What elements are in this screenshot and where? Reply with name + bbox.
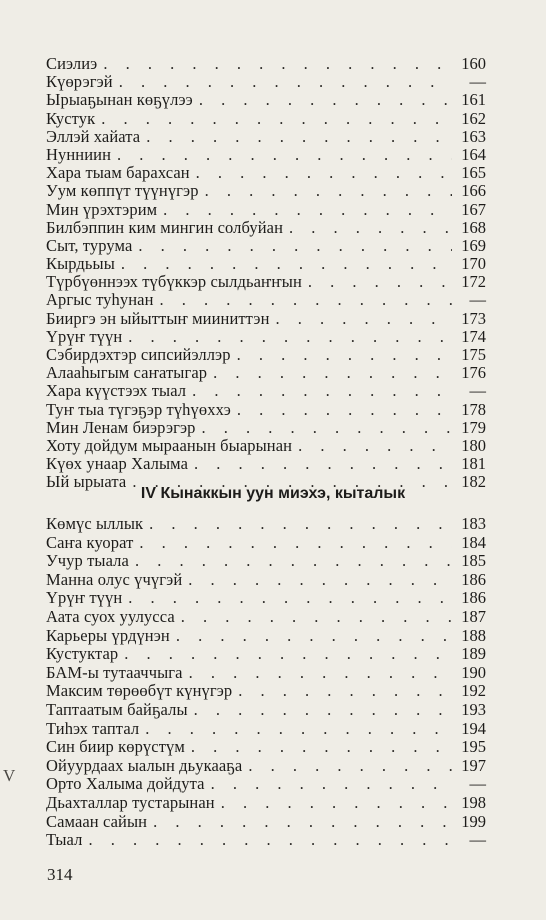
toc-entry-title: Хоту дойдум мыраанын быарынан [46, 435, 293, 455]
toc-entry-page: 199 [461, 811, 486, 831]
dot-leader [128, 589, 452, 608]
toc-entry [46, 419, 486, 437]
dot-leader [194, 455, 452, 473]
toc-entry-title: Үрүҥ түүн [46, 588, 123, 608]
toc-entry-page: 180 [461, 435, 486, 455]
toc-entry-page: 160 [461, 54, 486, 73]
toc-entry-title: Мин Ленам биэрэгэр [46, 417, 196, 437]
toc-entry-title: Манна олус үчүгэй [46, 569, 183, 589]
toc-entry-title: Түрбүөннээх түбүккэр сылдьаҥҥын [46, 272, 302, 292]
section-heading: IV Кынаккын уун миэхэ, кыталык [140, 485, 406, 502]
dot-leader [194, 701, 452, 720]
toc-entry-title: Күөх унаар Халыма [46, 454, 189, 474]
dot-leader [139, 534, 452, 553]
toc-entry-page: — [469, 830, 486, 850]
dot-leader [146, 128, 452, 146]
toc-entry [46, 219, 486, 237]
toc-entry-page: 184 [461, 532, 486, 552]
margin-mark: V [3, 766, 16, 785]
toc-entry-page: 188 [461, 625, 486, 645]
dot-leader [276, 310, 452, 328]
toc-entry-title: Кустук [46, 108, 96, 128]
toc-entry [46, 720, 486, 739]
toc-entry-title: Сыт, турума [46, 235, 133, 255]
dot-leader [88, 831, 452, 850]
dot-leader [117, 146, 452, 164]
toc-entry-page: 187 [461, 606, 486, 626]
toc-entry-title: Сэбирдэхтэр сипсийэллэр [46, 345, 231, 364]
toc-entry [46, 682, 486, 701]
toc-entry-page: 172 [461, 272, 486, 292]
dot-leader [145, 720, 452, 739]
toc-entry [46, 552, 486, 571]
toc-entry-page: 169 [461, 235, 486, 255]
dot-leader [138, 237, 452, 255]
toc-entry-title: Ойуурдаах ыалын дьукааҕа [46, 755, 243, 775]
toc-entry-page: 164 [461, 144, 486, 164]
toc-entry [46, 831, 486, 850]
toc-entry [46, 310, 486, 328]
toc-entry [46, 455, 486, 473]
toc-entry-title: Тыал [46, 830, 83, 850]
toc-entry [46, 589, 486, 608]
toc-entry-page: 189 [461, 644, 486, 664]
toc-entry-page: — [469, 72, 486, 92]
dot-leader [221, 794, 452, 813]
toc-entry [46, 608, 486, 627]
toc-entry-page: 185 [461, 551, 486, 571]
toc-entry-title: Ый ырыата [46, 472, 127, 492]
toc-entry [46, 346, 486, 364]
toc-entry-title: Кырдьыы [46, 254, 115, 274]
toc-entry-page: 186 [461, 569, 486, 589]
dot-leader [248, 757, 452, 776]
toc-entry-page: 192 [461, 681, 486, 701]
dot-leader [160, 291, 453, 309]
toc-entry-page: 168 [461, 217, 486, 237]
dot-leader [237, 346, 452, 364]
toc-entry-page: 173 [461, 308, 486, 328]
toc-entry [46, 237, 486, 255]
toc-entry-page: 181 [461, 454, 486, 474]
toc-entry-page: 167 [461, 199, 486, 219]
dot-leader [121, 255, 452, 273]
toc-entry [46, 645, 486, 664]
toc-entry [46, 813, 486, 832]
toc-entry [46, 401, 486, 419]
toc-entry [46, 364, 486, 382]
toc-entry-page: — [469, 290, 486, 310]
toc-entry-page: 166 [461, 181, 486, 201]
toc-entry [46, 701, 486, 720]
toc-entry-page: 194 [461, 718, 486, 738]
toc-entry-title: Карьеры үрдүнэн [46, 625, 170, 645]
dot-leader [149, 515, 452, 534]
toc-entry [46, 201, 486, 219]
dot-leader [101, 110, 452, 128]
toc-entry-title: Син биир көрүстүм [46, 737, 185, 757]
toc-entry-title: Тиһэх таптал [46, 718, 140, 738]
dot-leader [289, 219, 452, 237]
toc-entry-page: 178 [461, 399, 486, 419]
toc-entry-page: 193 [461, 699, 486, 719]
toc-entry-title: Аргыс туһунан [46, 290, 154, 310]
dot-leader [213, 364, 452, 382]
toc-entry-title: Көмүс ыллык [46, 514, 144, 533]
toc-entry [46, 110, 486, 128]
toc-entry-page: 195 [461, 737, 486, 757]
toc-entry-title: Эллэй хайата [46, 126, 141, 146]
toc-entry [46, 382, 486, 400]
dot-leader [205, 182, 452, 200]
dot-leader [237, 401, 452, 419]
toc-entry-page: 175 [461, 345, 486, 364]
dot-leader [192, 382, 452, 400]
dot-leader [238, 682, 452, 701]
toc-entry [46, 775, 486, 794]
toc-entry-title: Аата суох уулусса [46, 606, 175, 626]
toc-entry-title: Максим төрөөбүт күнүгэр [46, 681, 233, 701]
toc-entry [46, 757, 486, 776]
dot-leader [119, 73, 452, 91]
toc-entry [46, 182, 486, 200]
toc-entry-title: Мин үрэхтэрим [46, 199, 158, 219]
toc-entry [46, 146, 486, 164]
toc-entry-page: 182 [461, 472, 486, 492]
toc-entry [46, 55, 486, 73]
toc-entry-title: Орто Халыма дойдута [46, 774, 205, 794]
toc-entry-page: 174 [461, 326, 486, 346]
dot-leader [188, 571, 452, 590]
toc-entry-title: Бииргэ эн ыйыттыҥ мииниттэн [46, 308, 270, 328]
dot-leader [298, 437, 452, 455]
toc-entry-title: Ырыаҕынан көҕүлээ [46, 90, 193, 110]
toc-entry [46, 91, 486, 109]
toc-entry-title: Күөрэгэй [46, 72, 113, 92]
toc-entry-title: БАМ-ы тутааччыга [46, 662, 183, 682]
toc-entry-page: 179 [461, 417, 486, 437]
toc-entry [46, 571, 486, 590]
toc-entry [46, 534, 486, 553]
dot-leader [135, 552, 452, 571]
dot-leader [211, 775, 452, 794]
toc-entry-title: Хара тыам барахсан [46, 163, 190, 183]
toc-entry-title: Дьахталлар тустарынан [46, 792, 215, 812]
toc-entry [46, 738, 486, 757]
toc-entry [46, 515, 486, 534]
dot-leader [176, 627, 452, 646]
toc-entry [46, 291, 486, 309]
toc-entry-page: — [469, 381, 486, 401]
toc-entry [46, 73, 486, 91]
toc-entry-title: Саҥа куорат [46, 532, 134, 552]
toc-entry-page: 183 [461, 514, 486, 533]
dot-leader [196, 164, 452, 182]
toc-entry-page: 170 [461, 254, 486, 274]
toc-entry [46, 164, 486, 182]
dot-leader [153, 813, 452, 832]
toc-entry [46, 627, 486, 646]
toc-list-part-2 [46, 515, 486, 850]
toc-entry [46, 794, 486, 813]
toc-entry [46, 328, 486, 346]
toc-entry-title: Үрүҥ түүн [46, 326, 123, 346]
dot-leader [191, 738, 452, 757]
toc-entry [46, 255, 486, 273]
toc-entry-page: 176 [461, 363, 486, 383]
toc-entry-title: Учур тыала [46, 551, 129, 571]
toc-entry-title: Кустуктар [46, 644, 119, 664]
toc-entry-title: Билбэппин ким мингин солбуйан [46, 217, 284, 237]
toc-entry-title: Туҥ тыа түгэҕэр түһүөххэ [46, 399, 231, 419]
toc-entry-page: 186 [461, 588, 486, 608]
dot-leader [124, 645, 452, 664]
dot-leader [163, 201, 452, 219]
toc-entry-title: Алааһыгым саҥатыгар [46, 363, 208, 383]
toc-entry-page: 161 [461, 90, 486, 110]
dot-leader [308, 273, 452, 291]
toc-entry [46, 128, 486, 146]
toc-entry-page: 162 [461, 108, 486, 128]
toc-entry-page: 197 [461, 755, 486, 775]
toc-entry [46, 437, 486, 455]
dot-leader [181, 608, 452, 627]
toc-entry [46, 664, 486, 683]
toc-list-part-1 [46, 55, 486, 492]
toc-entry-page: 165 [461, 163, 486, 183]
toc-entry-page: 190 [461, 662, 486, 682]
page-number: 314 [47, 865, 73, 884]
toc-entry-title: Таптаатым байҕалы [46, 699, 188, 719]
toc-entry-title: Самаан сайын [46, 811, 148, 831]
toc-entry-title: Уум көппүт түүнүгэр [46, 181, 199, 201]
toc-entry-title: Нунниин [46, 144, 112, 164]
toc-entry-page: 163 [461, 126, 486, 146]
toc-entry-page: 198 [461, 792, 486, 812]
toc-entry-title: Хара күүстээх тыал [46, 381, 187, 401]
toc-entry-title: Сиэлиэ [46, 54, 98, 73]
dot-leader [199, 91, 452, 109]
dot-leader [202, 419, 452, 437]
dot-leader [128, 328, 452, 346]
dot-leader [103, 55, 452, 73]
toc-entry-page: — [469, 774, 486, 794]
toc-entry [46, 273, 486, 291]
dot-leader [189, 664, 452, 683]
